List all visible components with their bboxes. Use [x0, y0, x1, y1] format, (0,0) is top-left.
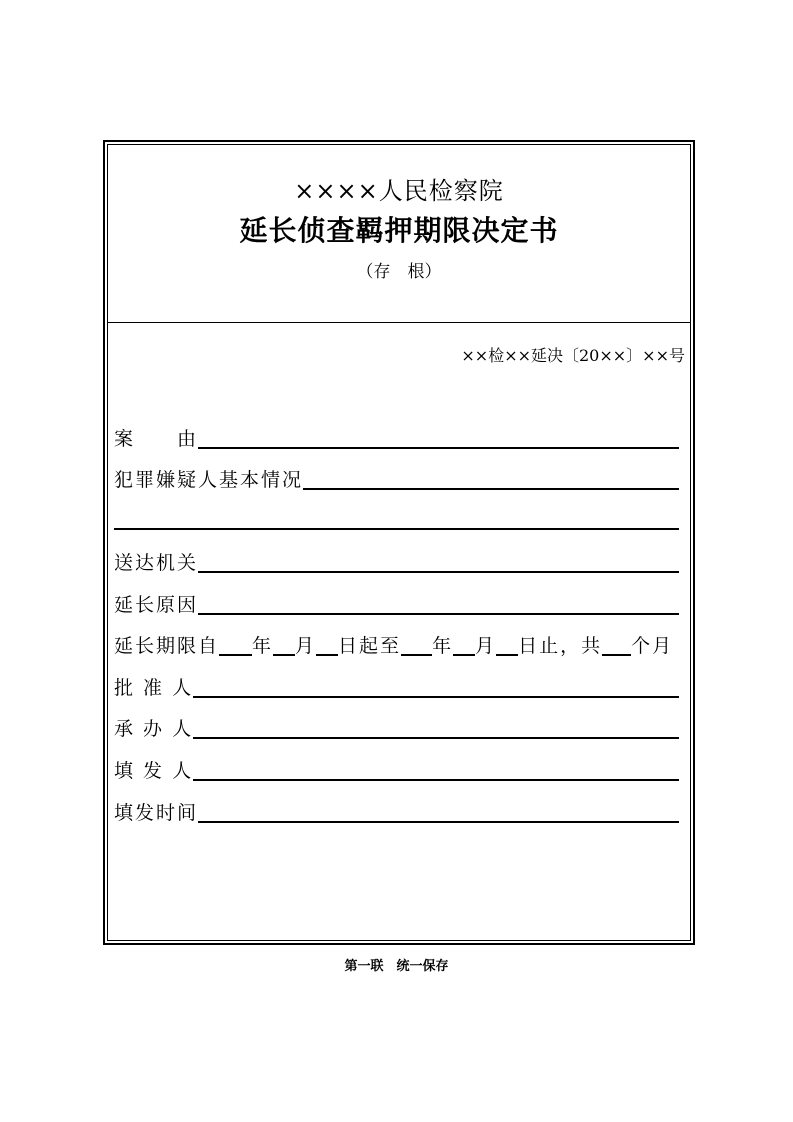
handler-label: 承 办 人 [114, 718, 194, 740]
row-delivery-agency [114, 545, 679, 575]
total-months-field[interactable] [602, 654, 631, 656]
issuer-label: 填 发 人 [114, 760, 194, 782]
issue-time-field[interactable] [198, 821, 679, 823]
end-year-label: 年 [432, 635, 454, 657]
start-month-field[interactable] [273, 654, 295, 656]
handler-field[interactable] [193, 737, 679, 739]
stub-label: （存 根） [356, 262, 442, 282]
start-day-field[interactable] [316, 654, 338, 656]
delivery-agency-label: 送达机关 [114, 552, 199, 574]
suspect-info-field[interactable] [303, 488, 679, 490]
period-prefix-label: 延长期限自 [114, 635, 220, 657]
end-month-label: 月 [475, 635, 497, 657]
suspect-info-field-line2[interactable] [114, 528, 679, 530]
row-issuer [114, 753, 679, 783]
day-until-label: 日止，共 [518, 635, 603, 657]
extension-reason-field[interactable] [198, 613, 679, 615]
document-title: 延长侦查羁押期限决定书 [239, 214, 559, 247]
procuratorate-name: ××××人民检察院 [294, 177, 504, 205]
row-approver [114, 670, 679, 700]
approver-label: 批 准 人 [114, 677, 194, 699]
extension-reason-label: 延长原因 [114, 594, 199, 616]
end-month-field[interactable] [453, 654, 475, 656]
months-total-label: 个月 [631, 635, 674, 657]
end-day-field[interactable] [496, 654, 518, 656]
delivery-agency-field[interactable] [198, 571, 679, 573]
row-case-cause [114, 421, 679, 451]
row-issue-time [114, 795, 679, 825]
case-cause-field[interactable] [198, 447, 679, 449]
document-number: ××检××延决〔20××〕××号 [461, 346, 685, 365]
header-divider [107, 322, 691, 323]
row-extension-reason [114, 587, 679, 617]
case-cause-label: 案 由 [114, 428, 199, 450]
approver-field[interactable] [193, 696, 679, 698]
issue-time-label: 填发时间 [114, 802, 199, 824]
copy-footer: 第一联 统一保存 [344, 959, 449, 974]
start-month-label: 月 [295, 635, 317, 657]
row-handler [114, 711, 679, 741]
row-extension-period [114, 628, 679, 658]
start-year-field[interactable] [219, 654, 252, 656]
issuer-field[interactable] [193, 779, 679, 781]
suspect-info-label: 犯罪嫌疑人基本情况 [114, 469, 304, 491]
start-year-label: 年 [252, 635, 274, 657]
day-from-label: 日起至 [338, 635, 402, 657]
end-year-field[interactable] [401, 654, 432, 656]
row-suspect-info [114, 462, 679, 492]
